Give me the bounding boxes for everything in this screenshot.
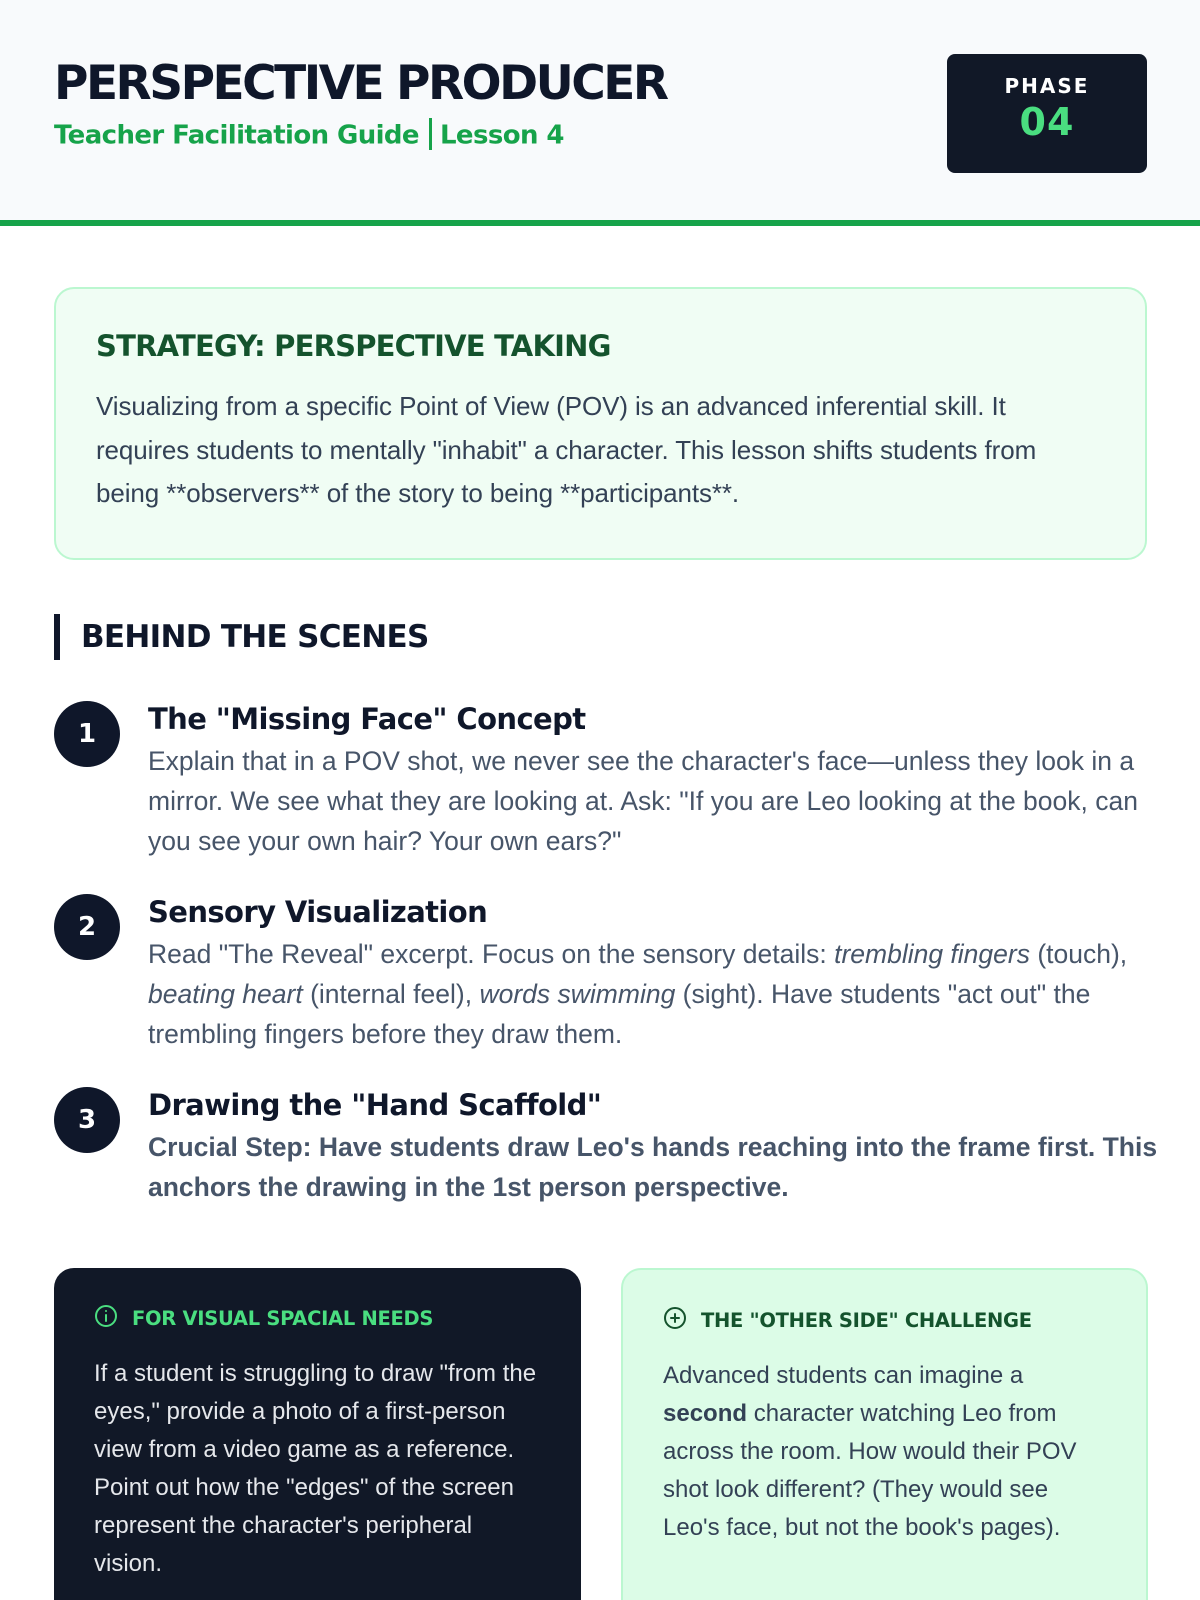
step-title: Drawing the "Hand Scaffold" [148, 1088, 602, 1122]
card-title: THE "OTHER SIDE" CHALLENGE [701, 1309, 1032, 1332]
step-text: Crucial Step: Have students draw Leo's hands reaching into the frame first. This anchors the drawing in the 1st person perspective. [148, 1132, 1158, 1202]
sensory-detail-touch: trembling fingers [834, 939, 1030, 969]
other-side-challenge-card [621, 1268, 1148, 1600]
visual-spacial-needs-card [54, 1268, 581, 1600]
subtitle-divider [429, 118, 432, 150]
step-number-badge: 1 [54, 701, 120, 767]
step-text-segment: (internal feel), [302, 979, 480, 1009]
step-text [148, 934, 1158, 1054]
page-subtitle [54, 118, 564, 154]
phase-label: PHASE [1004, 74, 1090, 98]
step-body [148, 1087, 1158, 1207]
step-title: The "Missing Face" Concept [148, 702, 586, 736]
step-title: Sensory Visualization [148, 895, 488, 929]
card-text-segment: Advanced students can imagine a [663, 1362, 1024, 1389]
guide-label: Teacher Facilitation Guide [54, 120, 419, 151]
step-text-segment: (touch), [1029, 939, 1128, 969]
step-body [148, 701, 1158, 861]
strategy-text: Visualizing from a specific Point of View (POV) is an advanced inferential skill. It requires students to mentally "inhabit" a character. This lesson shifts students from being **observers** of the story to being **participants**. [96, 391, 1037, 508]
info-circle-icon [94, 1304, 118, 1333]
plus-circle-icon [663, 1306, 687, 1335]
card-heading [663, 1306, 1106, 1335]
step-body [148, 894, 1158, 1054]
page-header [0, 0, 1200, 226]
card-title: FOR VISUAL SPACIAL NEEDS [132, 1307, 434, 1330]
sensory-detail-sight: words swimming [479, 979, 676, 1009]
step-text-segment: Read "The Reveal" excerpt. Focus on the sensory details: [148, 939, 835, 969]
card-text-segment: character watching Leo from across the room. How would their POV shot look different? (They would see Leo's face, but not the book's pages). [663, 1400, 1077, 1541]
lesson-label: Lesson 4 [439, 120, 564, 151]
card-text: If a student is struggling to draw "from the eyes," provide a photo of a first-person view from a video game as a reference. Point out how the "edges" of the screen represent the character's peripheral vision. [94, 1360, 537, 1577]
step-text: Explain that in a POV shot, we never see the character's face—unless they look in a mirror. We see what they are looking at. Ask: "If you are Leo looking at the book, can you see your own hair? Your own ears?" [148, 746, 1138, 856]
strategy-callout [54, 287, 1147, 560]
phase-number: 04 [1019, 100, 1075, 144]
sensory-detail-internal: beating heart [148, 979, 303, 1009]
step-number-badge: 3 [54, 1087, 120, 1153]
strategy-title: STRATEGY: PERSPECTIVE TAKING [96, 329, 611, 363]
card-text [663, 1357, 1106, 1547]
card-text-emphasis: second [663, 1400, 748, 1427]
card-heading [94, 1304, 541, 1333]
section-heading-behind-the-scenes: BEHIND THE SCENES [54, 614, 429, 660]
step-number-badge: 2 [54, 894, 120, 960]
page-title: PERSPECTIVE PRODUCER [54, 56, 667, 111]
phase-badge [947, 54, 1147, 173]
step-text-segment: (sight). Have students "act out" the trembling fingers before they draw them. [148, 979, 1091, 1049]
